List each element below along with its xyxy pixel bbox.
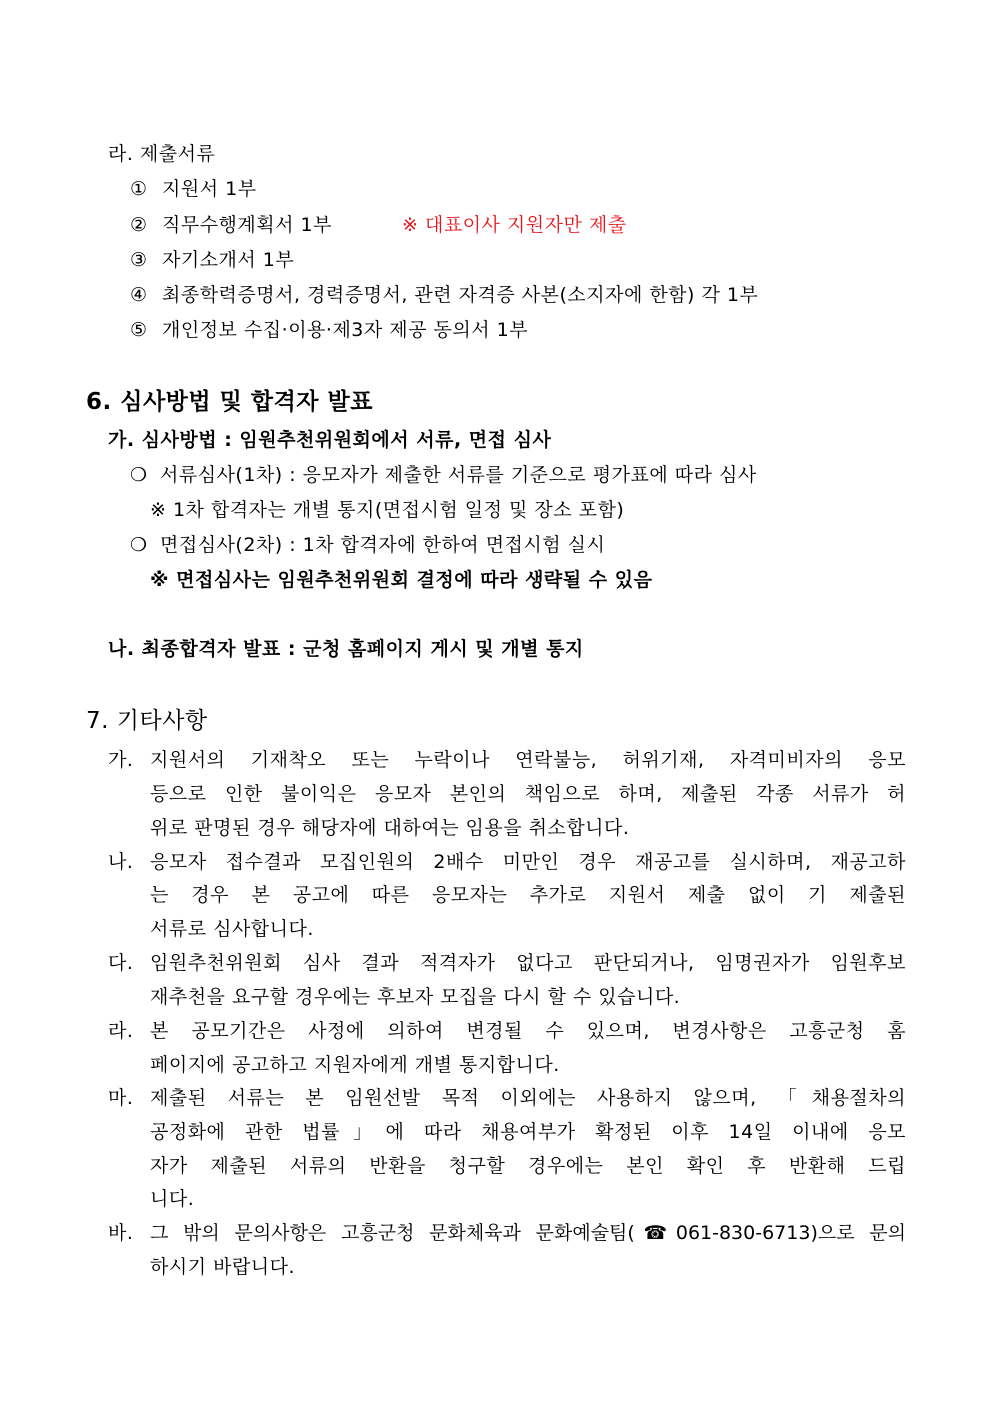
item-number: ① [130, 178, 148, 200]
section-6-na: 나. 최종합격자 발표 : 군청 홈페이지 게시 및 개별 통지 [108, 638, 584, 660]
paragraph-line: 는 경우 본 공고에 따른 응모자는 추가로 지원서 제출 없이 기 제출된 [150, 884, 906, 906]
item-number: ④ [130, 284, 148, 306]
item-label: 마. [108, 1087, 134, 1109]
item-label: 라. [108, 1020, 134, 1042]
item-text: 직무수행계획서 1부 [162, 214, 332, 236]
list-item [130, 282, 758, 308]
circle-bullet-icon: ❍ [130, 534, 148, 556]
list-item [130, 176, 257, 202]
paragraph-line: 자가 제출된 서류의 반환을 청구할 경우에는 본인 확인 후 반환해 드립 [150, 1155, 906, 1177]
bullet-item [130, 462, 757, 488]
item-text: 최종학력증명서, 경력증명서, 관련 자격증 사본(소지자에 한함) 각 1부 [162, 284, 759, 306]
paragraph-line: 하시기 바랍니다. [150, 1256, 296, 1278]
section-7-heading: 7. 기타사항 [86, 708, 208, 734]
item-label: 다. [108, 952, 134, 974]
list-item [130, 212, 332, 238]
paragraph-line: 본 공모기간은 사정에 의하여 변경될 수 있으며, 변경사항은 고흥군청 홈 [150, 1020, 906, 1042]
list-item [130, 317, 528, 343]
note-line: ※ 면접심사는 임원추천위원회 결정에 따라 생략될 수 있음 [150, 569, 653, 591]
item-text: 자기소개서 1부 [162, 249, 295, 271]
note-line: ※ 1차 합격자는 개별 통지(면접시험 일정 및 장소 포함) [150, 499, 625, 521]
item-label: 바. [108, 1222, 134, 1244]
item-number: ② [130, 214, 148, 236]
paragraph-line: 제출된 서류는 본 임원선발 목적 이외에는 사용하지 않으며, 「채용절차의 [150, 1087, 906, 1109]
paragraph-line: 임원추천위원회 심사 결과 적격자가 없다고 판단되거나, 임명권자가 임원후보 [150, 952, 906, 974]
item-text: 지원서 1부 [162, 178, 257, 200]
circle-bullet-icon: ❍ [130, 464, 148, 486]
bullet-item [130, 532, 605, 558]
paragraph-line: 서류로 심사합니다. [150, 918, 314, 940]
paragraph-line: 응모자 접수결과 모집인원의 2배수 미만인 경우 재공고를 실시하며, 재공고하 [150, 851, 906, 873]
paragraph-line: 등으로 인한 불이익은 응모자 본인의 책임으로 하며, 제출된 각종 서류가 허 [150, 783, 906, 805]
paragraph-line: 페이지에 공고하고 지원자에게 개별 통지합니다. [150, 1054, 560, 1076]
paragraph-line: 그 밖의 문의사항은 고흥군청 문화체육과 문화예술팀(☎061-830-6713)으로 문의 [150, 1222, 906, 1244]
paragraph-line: 지원서의 기재착오 또는 누락이나 연락불능, 허위기재, 자격미비자의 응모 [150, 749, 906, 771]
section-6-heading: 6. 심사방법 및 합격자 발표 [86, 389, 373, 415]
bullet-text: 면접심사(2차) : 1차 합격자에 한하여 면접시험 실시 [160, 534, 606, 556]
section-ra-title: 라. 제출서류 [108, 143, 216, 165]
paragraph-line: 공정화에 관한 법률」에 따라 채용여부가 확정된 이후 14일 이내에 응모 [150, 1121, 906, 1143]
item-label: 가. [108, 749, 134, 771]
paragraph-line: 니다. [150, 1188, 195, 1210]
item-number: ⑤ [130, 319, 148, 341]
list-item [130, 247, 294, 273]
paragraph-line: 재추천을 요구할 경우에는 후보자 모집을 다시 할 수 있습니다. [150, 986, 681, 1008]
paragraph-line: 위로 판명된 경우 해당자에 대하여는 임용을 취소합니다. [150, 817, 630, 839]
red-note: ※ 대표이사 지원자만 제출 [402, 214, 627, 236]
item-text: 개인정보 수집·이용·제3자 제공 동의서 1부 [162, 319, 529, 341]
section-6-ga: 가. 심사방법 : 임원추천위원회에서 서류, 면접 심사 [108, 429, 552, 451]
item-label: 나. [108, 851, 134, 873]
bullet-text: 서류심사(1차) : 응모자가 제출한 서류를 기준으로 평가표에 따라 심사 [160, 464, 757, 486]
item-number: ③ [130, 249, 148, 271]
